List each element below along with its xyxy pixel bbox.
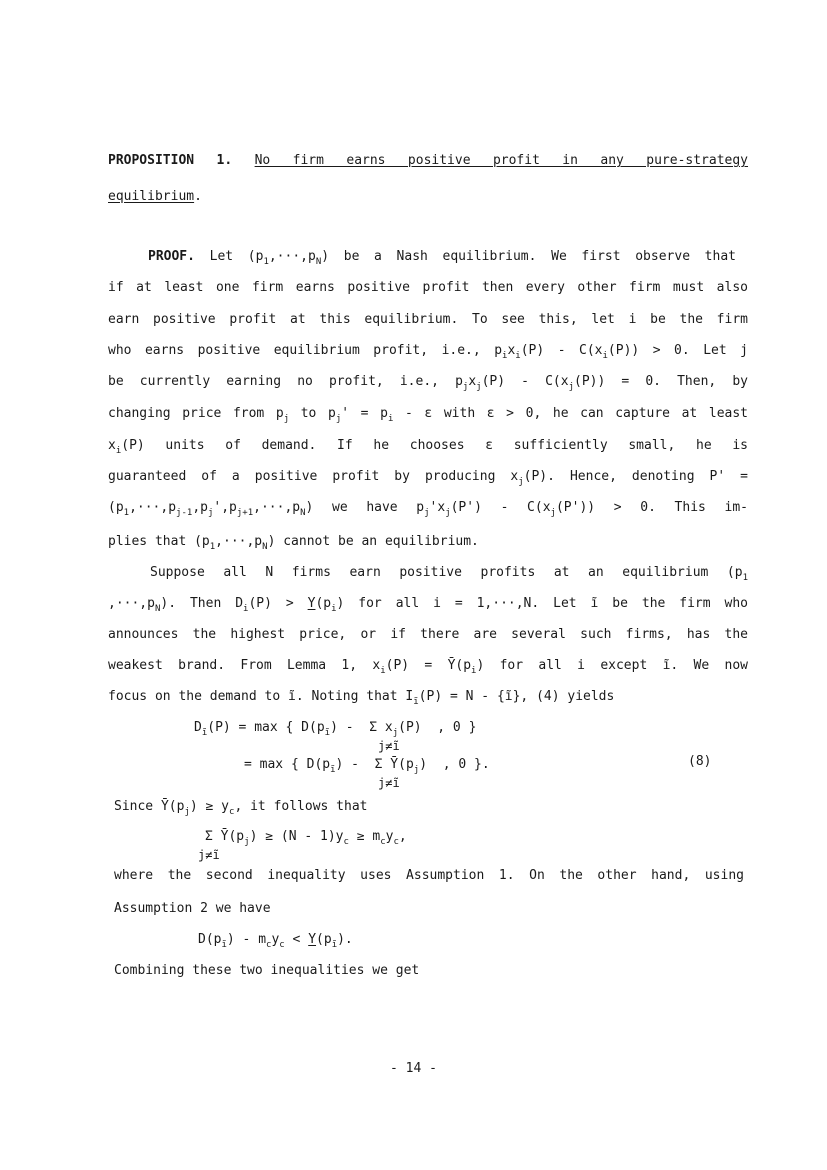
proof-line-4: who earns positive equilibrium profit, i.e., $p_ix_i(P) - C(x_i(P)) > 0$. Let j (108, 343, 748, 361)
proof-line-15: focus on the demand to ĩ. Noting that $I_ĩ(P) = N$ - {ĩ}, (4) yields (108, 689, 615, 707)
proof-line-16: Since $Ȳ(p_j) \ge y_c$, it follows that (114, 799, 368, 817)
proof-line-12: $,\cdot\cdot\cdot,p_N$). Then $D_i(P) > Y(p_i)$ for all i = 1,···,N. Let ĩ be the firm who (108, 596, 748, 614)
proof-line-6: changing price from $p_j$ to $p_j' = p_i - \varepsilon$ with ε > 0, he can capture at least (108, 406, 748, 424)
equation-8-sum-index-1: j≠ĩ (378, 739, 400, 753)
proof-line-2: if at least one firm earns positive profit then every other firm must also (108, 280, 748, 295)
proof-line-9: $(p_1,\cdot\cdot\cdot,p_{j-1},p_j',p_{j+1},\cdot\cdot\cdot,p_N)$ we have $p_j'x_j(P') - C(x_j(P')) > 0$. This im- (108, 500, 748, 518)
proof-line-3: earn positive profit at this equilibrium. To see this, let i be the firm (108, 312, 748, 327)
equation-8-line-2: = max { $D(p_ĩ)$ - Σ $Ȳ(p_j)$ , 0 }. (244, 757, 490, 775)
equation-8-line-1: $D_ĩ(P) = \max$ { $D(p_ĩ)$ - Σ $x_j(P)$ , 0 } (194, 720, 477, 738)
inequality-1: Σ $Ȳ(p_j) \ge (N - 1)y_c \ge m_cy_c$, (205, 829, 407, 847)
proof-line-17: where the second inequality uses Assumption 1. On the other hand, using (114, 868, 744, 883)
equation-8-number: (8) (688, 754, 712, 769)
proposition-heading: PROPOSITION (108, 153, 195, 168)
proof-line-5: be currently earning no profit, i.e., $p_jx_j(P) - C(x_j(P)) = 0$. Then, by (108, 374, 748, 392)
proof-line-18: Assumption 2 we have (114, 901, 271, 916)
page-number: - 14 - (390, 1061, 437, 1076)
proof-line-7: $x_i(P)$ units of demand. If he chooses ε sufficiently small, he is (108, 438, 748, 456)
inequality-1-sum-index: j≠ĩ (198, 848, 220, 862)
proof-line-13: announces the highest price, or if there are several such firms, has the (108, 627, 748, 642)
proof-line-1: PROOF. Let $(p_1,\cdot\cdot\cdot,p_N)$ be a Nash equilibrium. We first observe that (148, 249, 736, 267)
proof-line-8: guaranteed of a positive profit by producing $x_j(P)$. Hence, denoting P' = (108, 469, 749, 487)
proposition-number: 1. (216, 153, 233, 168)
proof-line-11: Suppose all N firms earn positive profits at an equilibrium ($p_1$ (150, 565, 748, 583)
proof-line-10: plies that $(p_1,\cdot\cdot\cdot,p_N)$ cannot be an equilibrium. (108, 534, 479, 552)
proposition-line-2: equilibrium. (108, 189, 202, 204)
proof-line-19: Combining these two inequalities we get (114, 963, 420, 978)
equation-8-sum-index-2: j≠ĩ (378, 776, 400, 790)
proposition-line-1: PROPOSITION 1. No firm earns positive profit in any pure-strategy (108, 153, 749, 168)
proof-line-14: weakest brand. From Lemma 1, $x_i(P)$ = $Ȳ(p_i)$ for all i except ĩ. We now (108, 658, 748, 676)
inequality-2: $D(p_ĩ) - m_cy_c < Y(p_ĩ)$. (198, 932, 353, 950)
proof-label: PROOF. (148, 249, 195, 264)
